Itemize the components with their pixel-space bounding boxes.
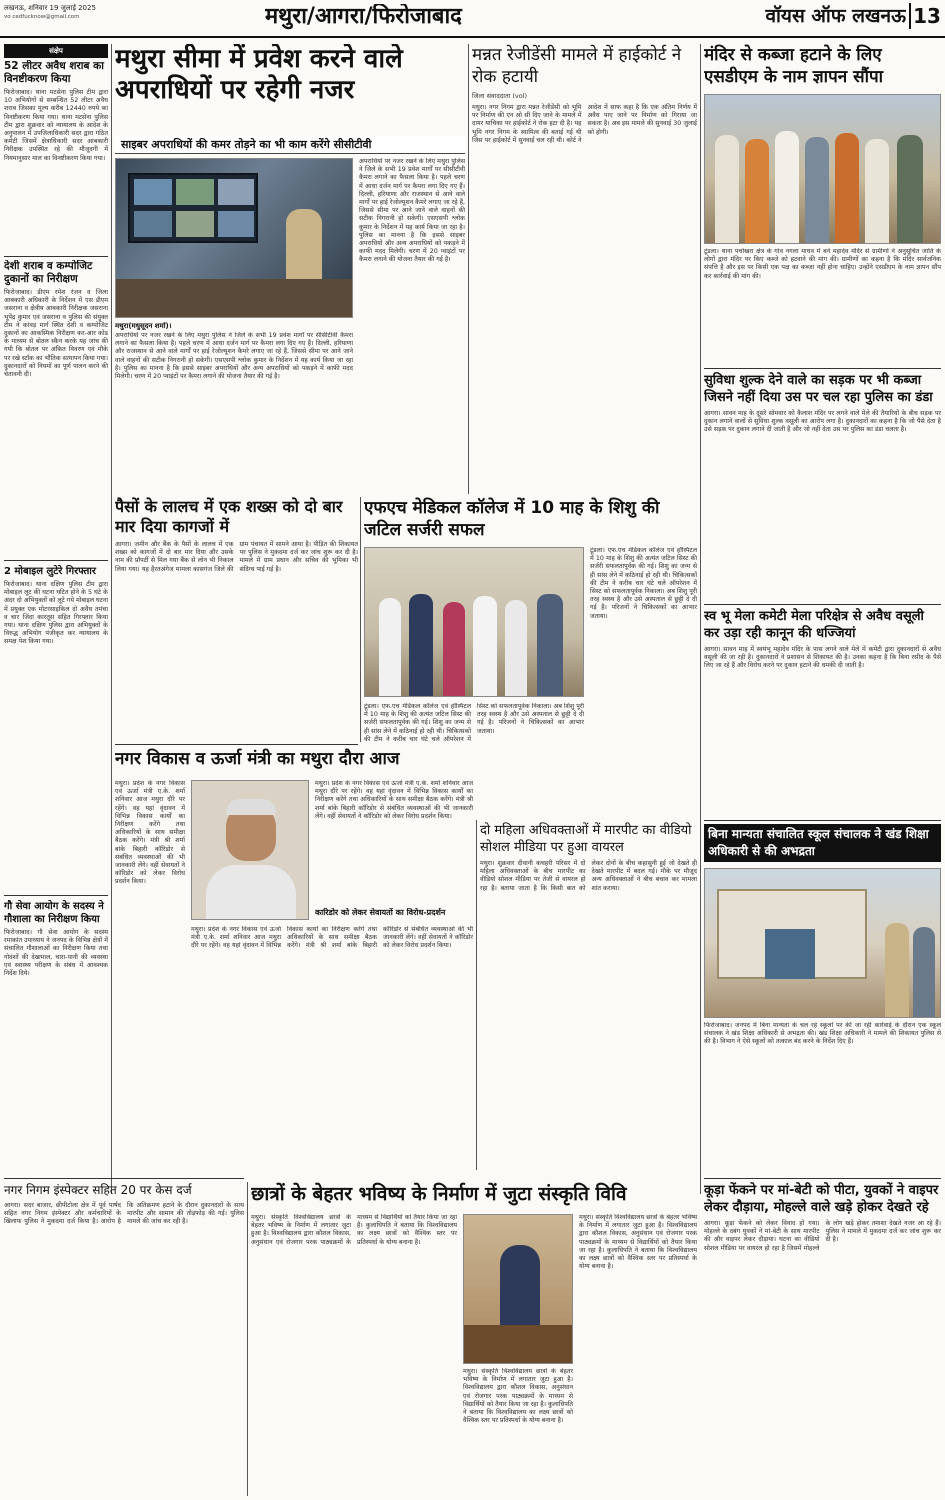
article-body-continued: टूंडला। एफ.एच मेडिकल कॉलेज एवं हॉस्पिटल में 10 माह के शिशु की अत्यंत जटिल सिस्ट की सर्जरी सफलतापूर्वक की गई। शिशु का जन्म से ही सांस लेने में कठिनाई हो रही थी। चिकित्सकों की टीम ने करीब चार घंटे चले ऑपरेशन में सिस्ट को सफलतापूर्वक निकाला। अब शिशु पूरी तरह स्वस्थ है और उसे अस्पताल से छुट्टी दे दी गई है। परिजनों ने चिकित्सकों का आभार जताया। xyxy=(364,703,584,743)
cctv-control-room-photo xyxy=(115,158,353,318)
article-lawyers-video xyxy=(480,822,697,1170)
article-unrecognized-school xyxy=(704,824,941,1154)
person-figure xyxy=(835,133,859,244)
person-figure xyxy=(715,135,739,244)
school-building-photo xyxy=(704,868,941,1018)
page-number: 13 xyxy=(909,3,943,29)
article-body: अपराधियों पर नजर रखने के लिए मथुरा पुलिस ने जिले के सभी 19 प्रवेश मार्गों पर सीसीटीवी कैमरा लगाने का फैसला किया है। पहले चरण में आधा दर्जन मार्ग पर कैमरा लगा दिए गए हैं। दिल्ली, हरियाणा और राजस्थान से आने वाले मार्गों पर हाई रेजोल्यूशन कैमरे लगाए जा रहे हैं, जिससे सीमा पर आने जाने वाले वाहनों की सटीक निगरानी हो सकेगी। एसएसपी श्लोक कुमार के निर्देशन में यह कार्य किया जा रहा है। पुलिस का मानना है कि इससे साइबर अपराधियों और अन्य अपराधियों को पकड़ने में काफी मदद मिलेगी। चरण में 20 प्वाइंटों पर कैमरा लगाने की योजना तैयार की गई है। xyxy=(115,332,353,381)
article-body-continued: मथुरा। प्रदेश के नगर विकास एवं ऊर्जा मंत्री ए.के. शर्मा शनिवार आज मथुरा दौरे पर रहेंगे। वह यहां वृंदावन में विभिन्न विकास कार्यों का निरीक्षण करेंगे तथा अधिकारियों के साथ समीक्षा बैठक करेंगे। मंत्री श्री शर्मा बांके बिहारी कॉरिडोर से संबंधित व्यवस्थाओं की भी जानकारी लेंगे। वहीं सेवायतों ने कॉरिडोर को लेकर विरोध प्रदर्शन किया। xyxy=(315,780,473,820)
article-body: आगरा। सदर बाजार, छीपीटोला क्षेत्र में पूर्व पार्षद सहित नगर निगम इंस्पेक्टर और कर्मचारियों के खिलाफ पुलिस ने मुकदमा दर्ज किया है। आरोप है कि अतिक्रमण हटाने के दौरान दुकानदारों के साथ मारपीट और सामान की तोड़फोड़ की गई। पुलिस मामले की जांच कर रही है। xyxy=(4,1202,244,1226)
school-gate xyxy=(765,929,815,979)
article-minister-visit xyxy=(115,748,473,1170)
person-figure xyxy=(473,596,497,697)
article-headline: सुविधा शुल्क देने वाले का सड़क पर भी कब्जा जिसने नहीं दिया उस पर चल रहा पुलिस का डंडा xyxy=(704,373,933,405)
article-headline: नगर निगम इंस्पेक्टर सहित 20 पर केस दर्ज xyxy=(4,1183,192,1197)
person-figure xyxy=(885,923,909,1018)
article-byline: जिला संवाददाता (vol) xyxy=(472,92,528,100)
memorandum-crowd-photo xyxy=(704,94,941,244)
article-body: आगरा। जमीन और बैंक के पैसों के लालच में एक शख्स को कागजों में दो बार मार दिया और उसके नाम की प्रॉपर्टी से मिल गया बैंक से लोन भी निकाल लिया गया। यह हैरतअंगेज मामला कासगंज जिले की ग्राम पंचायत में सामने आया है। पीड़ित की शिकायत पर पुलिस ने मुकदमा दर्ज कर जांच शुरू कर दी है। मामले में ग्राम प्रधान और सचिव की भूमिका भी संदिग्ध पाई गई है। xyxy=(115,541,358,573)
person-figure xyxy=(865,139,889,244)
article-facility-fee xyxy=(704,372,941,602)
person-figure xyxy=(897,135,923,244)
column-rule xyxy=(247,1182,248,1496)
article-headline: पैसों के लालच में एक शख्स को दो बार मार दिया कागजों में xyxy=(115,497,343,536)
brand-logo: वॉयस ऑफ लखनऊ xyxy=(765,5,906,27)
divider xyxy=(704,820,941,821)
article-body: मथुरा। शुक्रवार दीवानी कचहरी परिसर में दो महिला अधिवक्ताओं के बीच मारपीट का वीडियो सोशल मीडिया पर तेजी से वायरल हो रहा है। बताया जाता है कि किसी बात को लेकर दोनों के बीच कहासुनी हुई जो देखते ही देखते मारपीट में बदल गई। मौके पर मौजूद अन्य अधिवक्ताओं ने बीच बचाव कर मामला शांत कराया। xyxy=(480,860,697,892)
article-body-continued: मथुरा। संस्कृति विश्वविद्यालय छात्रों के बेहतर भविष्य के निर्माण में लगातार जुटा हुआ है। विश्वविद्यालय द्वारा कौशल विकास, अनुसंधान एवं रोजगार परक पाठ्यक्रमों के माध्यम से विद्यार्थियों को तैयार किया जा रहा है। कुलाधिपति ने बताया कि विश्वविद्यालय का लक्ष्य छात्रों को वैश्विक स्तर पर प्रतिस्पर्धा के योग्य बनाना है। xyxy=(579,1214,697,1271)
monitor xyxy=(134,211,172,237)
article-headline: मन्नत रेजीडेंसी मामले में हाईकोर्ट ने रोक हटायी xyxy=(472,45,682,87)
divider xyxy=(4,256,108,257)
person-figure xyxy=(537,594,563,697)
column-rule xyxy=(111,44,112,1194)
brief-headline: देशी शराब व कम्पोजिट दुकानों का निरीक्षण xyxy=(4,260,93,285)
person-figure xyxy=(775,131,799,244)
article-mela-committee xyxy=(704,608,941,818)
article-body: आगरा। सावन माह में स्वयंभू महादेव मंदिर के पास लगने वाले मेले में कमेटी द्वारा दुकानदारों से अवैध वसूली की जा रही है। दुकानदारों ने प्रशासन से शिकायत की है। उनका कहना है कि बिना रसीद के पैसे लिए जा रहे हैं और विरोध करने पर दुकान हटाने की धमकी दी जाती है। xyxy=(704,646,941,670)
article-byline: मथुरा(मधुसूदन शर्मा)। xyxy=(115,322,172,330)
column-rule xyxy=(468,44,469,494)
divider xyxy=(115,744,358,745)
masthead-date: लखनऊ, शनिवार 19 जुलाई 2025 xyxy=(4,4,96,12)
article-body: आगरा। कूड़ा फेंकने को लेकर विवाद हो गया। मोहल्ले के दबंग युवकों ने मां-बेटी के साथ मारपीट की और वाइपर लेकर दौड़ाया। घटना का वीडियो सोशल मीडिया पर वायरल हो रहा है जिसमें मोहल्ले के लोग खड़े होकर तमाशा देखते नजर आ रहे हैं। पुलिस ने मामले में मुकदमा दर्ज कर जांच शुरू कर दी है। xyxy=(704,1220,941,1252)
hospital-group-photo xyxy=(364,547,584,697)
article-headline: नगर विकास व ऊर्जा मंत्री का मथुरा दौरा आज xyxy=(115,749,400,769)
divider xyxy=(704,604,941,605)
article-body: टूंडला। थाना पचोखरा क्षेत्र के गांव नगला माधव में बने महादेव मंदिर से ग्रामीणों ने अनुसूचित जाति के लोगों द्वारा मंदिर पर किए कब्जे को हटवाने की मांग की। ग्रामीणों का कहना है कि मंदिर सार्वजनिक संपत्ति है और इस पर किसी एक पक्ष का कब्जा नहीं होना चाहिए। उन्होंने एसडीएम के नाम ज्ञापन सौंप कर कार्रवाई की मांग की। xyxy=(704,248,941,280)
divider xyxy=(704,368,941,369)
article-body: मथुरा। प्रदेश के नगर विकास एवं ऊर्जा मंत्री ए.के. शर्मा शनिवार आज मथुरा दौरे पर रहेंगे। वह यहां वृंदावन में विभिन्न विकास कार्यों का निरीक्षण करेंगे तथा अधिकारियों के साथ समीक्षा बैठक करेंगे। मंत्री श्री शर्मा बांके बिहारी कॉरिडोर से संबंधित व्यवस्थाओं की भी जानकारी लेंगे। वहीं सेवायतों ने कॉरिडोर को लेकर विरोध प्रदर्शन किया। xyxy=(115,780,185,886)
sidebar-brief-2 xyxy=(4,260,108,560)
article-body: मथुरा। संस्कृति विश्वविद्यालय छात्रों के बेहतर भविष्य के निर्माण में लगातार जुटा हुआ है। विश्वविद्यालय द्वारा कौशल विकास, अनुसंधान एवं रोजगार परक पाठ्यक्रमों के माध्यम से विद्यार्थियों को तैयार किया जा रहा है। कुलाधिपति ने बताया कि विश्वविद्यालय का लक्ष्य छात्रों को वैश्विक स्तर पर प्रतिस्पर्धा के योग्य बनाना है। xyxy=(251,1214,457,1246)
article-temple-occupation xyxy=(704,44,941,366)
article-headline: दो महिला अधिवक्ताओं में मारपीट का वीडियो सोशल मीडिया पर हुआ वायरल xyxy=(480,823,692,855)
monitor xyxy=(218,211,254,237)
article-body: टूंडला। एफ.एच मेडिकल कॉलेज एवं हॉस्पिटल में 10 माह के शिशु की अत्यंत जटिल सिस्ट की सर्जरी सफलतापूर्वक की गई। शिशु का जन्म से ही सांस लेने में कठिनाई हो रही थी। चिकित्सकों की टीम ने करीब चार घंटे चले ऑपरेशन में सिस्ट को सफलतापूर्वक निकाला। अब शिशु पूरी तरह स्वस्थ है और उसे अस्पताल से छुट्टी दे दी गई है। परिजनों ने चिकित्सकों का आभार जताया। xyxy=(590,547,697,620)
article-headline: मंदिर से कब्जा हटाने के लिए एसडीएम के नाम ज्ञापन सौंपा xyxy=(704,45,884,87)
brief-headline: 52 लीटर अवैध शराब का विनष्टीकरण किया xyxy=(4,60,104,85)
article-body: आगरा। सावन माह के दूसरे सोमवार को कैलाश मंदिर पर लगने वाले मेले की तैयारियों के बीच सड़क पर दुकान लगाने वालों से सुविधा शुल्क वसूली का आरोप लगा है। दुकानदारों का कहना है कि जो पैसे देता है उसे सड़क पर दुकान लगाने दी जाती है और जो नहीं देता उस पर पुलिस का डंडा चलता है। xyxy=(704,410,941,434)
article-body-continued: मथुरा। प्रदेश के नगर विकास एवं ऊर्जा मंत्री ए.के. शर्मा शनिवार आज मथुरा दौरे पर रहेंगे। वह यहां वृंदावन में विभिन्न विकास कार्यों का निरीक्षण करेंगे तथा अधिकारियों के साथ समीक्षा बैठक करेंगे। मंत्री श्री शर्मा बांके बिहारी कॉरिडोर से संबंधित व्यवस्थाओं की भी जानकारी लेंगे। वहीं सेवायतों ने कॉरिडोर को लेकर विरोध प्रदर्शन किया। xyxy=(191,926,473,950)
divider xyxy=(4,895,108,896)
divider xyxy=(4,1178,244,1179)
divider xyxy=(704,1178,941,1179)
article-mathura-cctv xyxy=(115,44,465,494)
article-body-continued: अपराधियों पर नजर रखने के लिए मथुरा पुलिस ने जिले के सभी 19 प्रवेश मार्गों पर सीसीटीवी कैमरा लगाने का फैसला किया है। पहले चरण में आधा दर्जन मार्ग पर कैमरा लगा दिए गए हैं। दिल्ली, हरियाणा और राजस्थान से आने वाले मार्गों पर हाई रेजोल्यूशन कैमरे लगाए जा रहे हैं, जिससे सीमा पर आने जाने वाले वाहनों की सटीक निगरानी हो सकेगी। एसएसपी श्लोक कुमार के निर्देशन में यह कार्य किया जा रहा है। पुलिस का मानना है कि इससे साइबर अपराधियों और अन्य अपराधियों को पकड़ने में काफी मदद मिलेगी। चरण में 20 प्वाइंटों पर कैमरा लगाने की योजना तैयार की गई है। xyxy=(359,158,465,264)
article-paper-death xyxy=(115,497,358,742)
masthead xyxy=(0,0,945,38)
article-body-continued: मथुरा। संस्कृति विश्वविद्यालय छात्रों के बेहतर भविष्य के निर्माण में लगातार जुटा हुआ है। विश्वविद्यालय द्वारा कौशल विकास, अनुसंधान एवं रोजगार परक पाठ्यक्रमों के माध्यम से विद्यार्थियों को तैयार किया जा रहा है। कुलाधिपति ने बताया कि विश्वविद्यालय का लक्ष्य छात्रों को वैश्विक स्तर पर प्रतिस्पर्धा के योग्य बनाना है। xyxy=(463,1368,573,1425)
person-figure xyxy=(505,600,527,697)
portrait-shirt xyxy=(206,865,296,920)
brief-body: फिरोजाबाद। थाना मटसेना पुलिस टीम द्वारा 10 अभियोगों से सम्बन्धित 52 लीटर अवैध शराब जिसका मूल्य करीब 12440 रुपये का विनष्टीकरण किया गया। थाना मटसेना पुलिस टीम द्वारा शुक्रवार को न्यायालय के आदेश के अनुपालन में उपजिलाधिकारी सदर द्वारा गठित कमेटी जिसमें क्षेत्राधिकारी सदर आबकारी निरीक्षक उपस्थित रहे की मौजूदगी में नियमानुसार माल का विनष्टीकरण किया गया। xyxy=(4,89,108,162)
portrait-hair xyxy=(226,799,276,815)
column-rule xyxy=(360,497,361,742)
monitor xyxy=(176,179,214,205)
article-sanskriti-university xyxy=(251,1182,697,1496)
section-title: मथुरा/आगरा/फिरोजाबाद xyxy=(265,4,462,29)
masthead-rule xyxy=(0,36,945,38)
sidebar-label: संक्षेप xyxy=(4,44,108,58)
masthead-email: vo cedfucknow@gmail.com xyxy=(4,14,80,20)
minister-portrait xyxy=(191,780,309,920)
person-figure xyxy=(805,137,829,244)
person-figure xyxy=(409,594,433,697)
article-garbage-fight xyxy=(704,1182,941,1496)
column-rule xyxy=(476,820,477,1170)
person-figure xyxy=(443,602,465,697)
article-headline: कूड़ा फेंकने पर मां-बेटी को पीटा, युवकों ने वाइपर लेकर दौड़ाया, मोहल्ले वाले खड़े होकर देखते रहे xyxy=(704,1183,939,1215)
university-office-photo xyxy=(463,1214,573,1364)
article-body: मथुरा। नगर निगम द्वारा मन्नत रेजीडेंसी को भूमि पर निर्माण की एन ओ सी दिए जाने के मामले में दायर याचिका पर हाईकोर्ट ने रोक हटा दी है। यह भूमि नगर निगम के स्वामित्व की बताई गई थी जिस पर हाईकोर्ट में सुनवाई चल रही थी। कोर्ट ने आदेश में साफ कहा है कि एक अंतिम निर्णय में अवैध पाए जाने पर निर्माण को गिराया जा सकता है। अब इस मामले की सुनवाई 30 जुलाई को होगी। xyxy=(472,104,697,144)
divider xyxy=(4,560,108,561)
desk xyxy=(116,279,353,318)
protest-subheading: कारिडोर को लेकर सेवायतों का विरोध-प्रदर्शन xyxy=(315,908,446,917)
article-subhead: साइबर अपराधियों की कमर तोड़ने का भी काम करेंगे सीसीटीवी xyxy=(115,136,465,154)
person-figure xyxy=(379,598,401,697)
article-headline: छात्रों के बेहतर भविष्य के निर्माण में जुटा संस्कृति विवि xyxy=(251,1183,627,1205)
article-headline: मथुरा सीमा में प्रवेश करने वाले अपराधियों पर रहेगी नजर xyxy=(115,44,403,105)
article-body: फिरोजाबाद। जनपद में बिना मान्यता के चल रहे स्कूलों पर की जा रही कार्रवाई के दौरान एक स्कूल संचालक ने खंड शिक्षा अधिकारी से अभद्रता की। खंड शिक्षा अधिकारी ने मामले की शिकायत पुलिस से की है। विभाग ने ऐसे स्कूलों को तत्काल बंद करने के निर्देश दिए हैं। xyxy=(704,1022,941,1046)
sidebar-brief-4 xyxy=(4,900,108,1190)
brief-headline: 2 मोबाइल लुटेरे गिरफ्तार xyxy=(4,566,96,577)
desk xyxy=(464,1325,573,1364)
monitor xyxy=(134,179,172,205)
person-figure xyxy=(913,927,935,1018)
brief-headline: गौ सेवा आयोग के सदस्य ने गौशाला का निरीक्षण किया xyxy=(4,901,104,925)
column-rule xyxy=(700,44,701,1194)
brief-body: फिरोजाबाद। गौ सेवा आयोग के सदस्य रमाकांत उपाध्याय ने जनपद के विभिन्न क्षेत्रों में संचालित गौशालाओं का निरीक्षण किया तथा गोवंशों की देखभाल, चारा-पानी की व्यवस्था एवं स्वास्थ्य परीक्षण के संबंध में आवश्यक निर्देश दिये। xyxy=(4,929,108,978)
sidebar-brief-3 xyxy=(4,565,108,895)
brief-body: फिरोजाबाद। थाना दक्षिण पुलिस टीम द्वारा मोबाइल लूट की घटना घटित होने के 5 घंटे के अंदर दो अभियुक्तों को लूटे गये मोबाइल घटना में प्रयुक्त एक मोटरसाइकिल दो अवैध तमंचा व चार जिंदा कारतूस सहित गिरफ्तार किया गया। थाना दक्षिण पुलिस द्वारा अभियुक्तों के विरुद्ध अभियोग पंजीकृत कर न्यायालय के समक्ष पेश किया गया। xyxy=(4,581,108,646)
monitor xyxy=(176,211,214,237)
article-mannat-residency xyxy=(472,44,697,494)
person-figure xyxy=(745,139,769,244)
article-headline: एफएच मेडिकल कॉलेज में 10 माह के शिशु की जटिल सर्जरी सफल xyxy=(364,498,660,540)
monitor xyxy=(218,179,254,205)
brief-body: फिरोजाबाद। डीएम रमेश रंजन व जिला आबकारी अधिकारी के निर्देशन में एस डीएम जसराना व क्षेत्रीय आबकारी निरीक्षक जसराना भूपेंद्र कुमार एवं जसराना व पुलिस की संयुक्त टीम ने कांवड़ मार्ग स्थित देशी व कम्पोजिट दुकानों का आकस्मिक निरीक्षण कर-आर कोड के माध्यम से बोतल स्कैन करके यह जांच की गयी कि बोतल पर अंकित विवरण एवं मौके पर रखे स्टॉक का भौतिक सत्यापन किया गया। दुकानदारों को नियमों का पूर्ण पालन करने की चेतावनी दी। xyxy=(4,289,108,379)
sidebar-brief-1 xyxy=(4,60,108,255)
article-headline: बिना मान्यता संचालित स्कूल संचालक ने खंड शिक्षा अधिकारी से की अभद्रता xyxy=(704,824,941,862)
article-headline: स्व भू मेला कमेटी मेला परिक्षेत्र से अवैध वसूली कर उड़ा रही कानून की धज्जियां xyxy=(704,609,924,641)
article-nagar-nigam-case xyxy=(4,1182,244,1496)
